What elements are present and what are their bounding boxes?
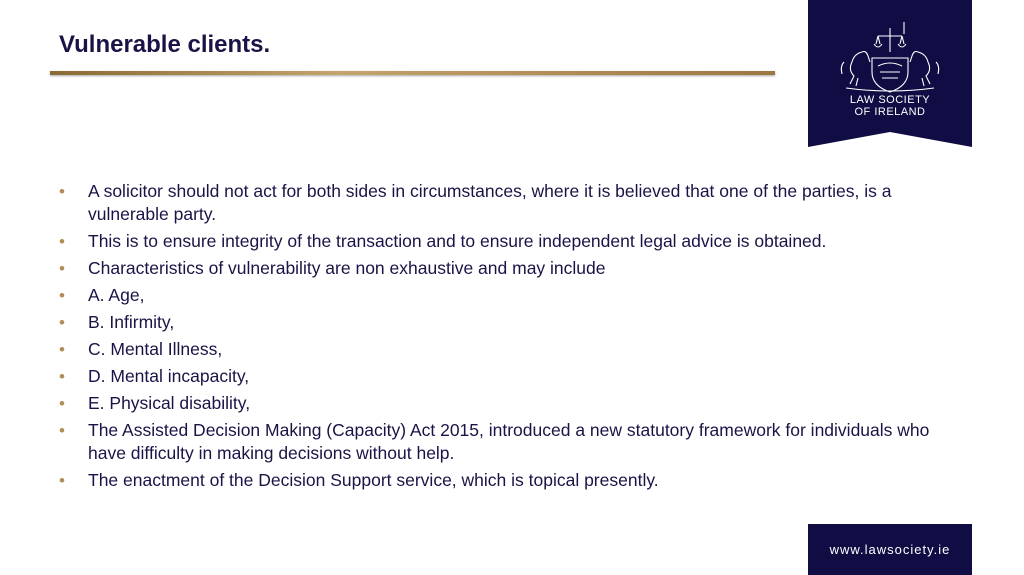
list-item-text: E. Physical disability, — [88, 393, 251, 413]
list-item-text: A. Age, — [88, 285, 145, 305]
logo-text-line1: LAW SOCIETY — [849, 94, 931, 106]
logo-banner-shape — [808, 0, 972, 147]
list-item — [59, 338, 964, 361]
bullet-marker: • — [59, 232, 65, 251]
list-item — [59, 284, 964, 307]
list-item-text: A solicitor should not act for both sides in circumstances, where it is believed that one of the parties, is a vulnerable party. — [88, 181, 892, 224]
bullet-marker: • — [59, 421, 65, 440]
list-item-text: C. Mental Illness, — [88, 339, 223, 359]
bullet-marker: • — [59, 286, 65, 305]
bullet-marker: • — [59, 182, 65, 201]
bullet-marker: • — [59, 471, 65, 490]
bullet-marker: • — [59, 340, 65, 359]
list-item — [59, 365, 964, 388]
list-item — [59, 230, 964, 253]
list-item — [59, 180, 964, 226]
list-item-text: This is to ensure integrity of the transaction and to ensure independent legal advice is obtained. — [88, 231, 827, 251]
list-item-text: D. Mental incapacity, — [88, 366, 250, 386]
footer-panel — [808, 524, 972, 575]
logo-text-line2: OF IRELAND — [854, 106, 926, 118]
list-item — [59, 469, 964, 492]
list-item-text: B. Infirmity, — [88, 312, 175, 332]
bullet-marker: • — [59, 367, 65, 386]
bullet-marker: • — [59, 394, 65, 413]
title-divider — [50, 71, 775, 75]
list-item — [59, 392, 964, 415]
list-item-text: The enactment of the Decision Support service, which is topical presently. — [88, 470, 659, 490]
slide-title: Vulnerable clients. — [59, 31, 271, 58]
website-url: www.lawsociety.ie — [829, 542, 951, 557]
bullet-list — [59, 180, 964, 496]
list-item — [59, 419, 964, 465]
list-item-text: Characteristics of vulnerability are non exhaustive and may include — [88, 258, 606, 278]
logo-panel — [808, 0, 972, 147]
list-item — [59, 257, 964, 280]
list-item-text: The Assisted Decision Making (Capacity) Act 2015, introduced a new statutory framework for individuals who have difficulty in making decisions without help. — [88, 420, 930, 463]
bullet-marker: • — [59, 259, 65, 278]
bullet-marker: • — [59, 313, 65, 332]
list-item — [59, 311, 964, 334]
